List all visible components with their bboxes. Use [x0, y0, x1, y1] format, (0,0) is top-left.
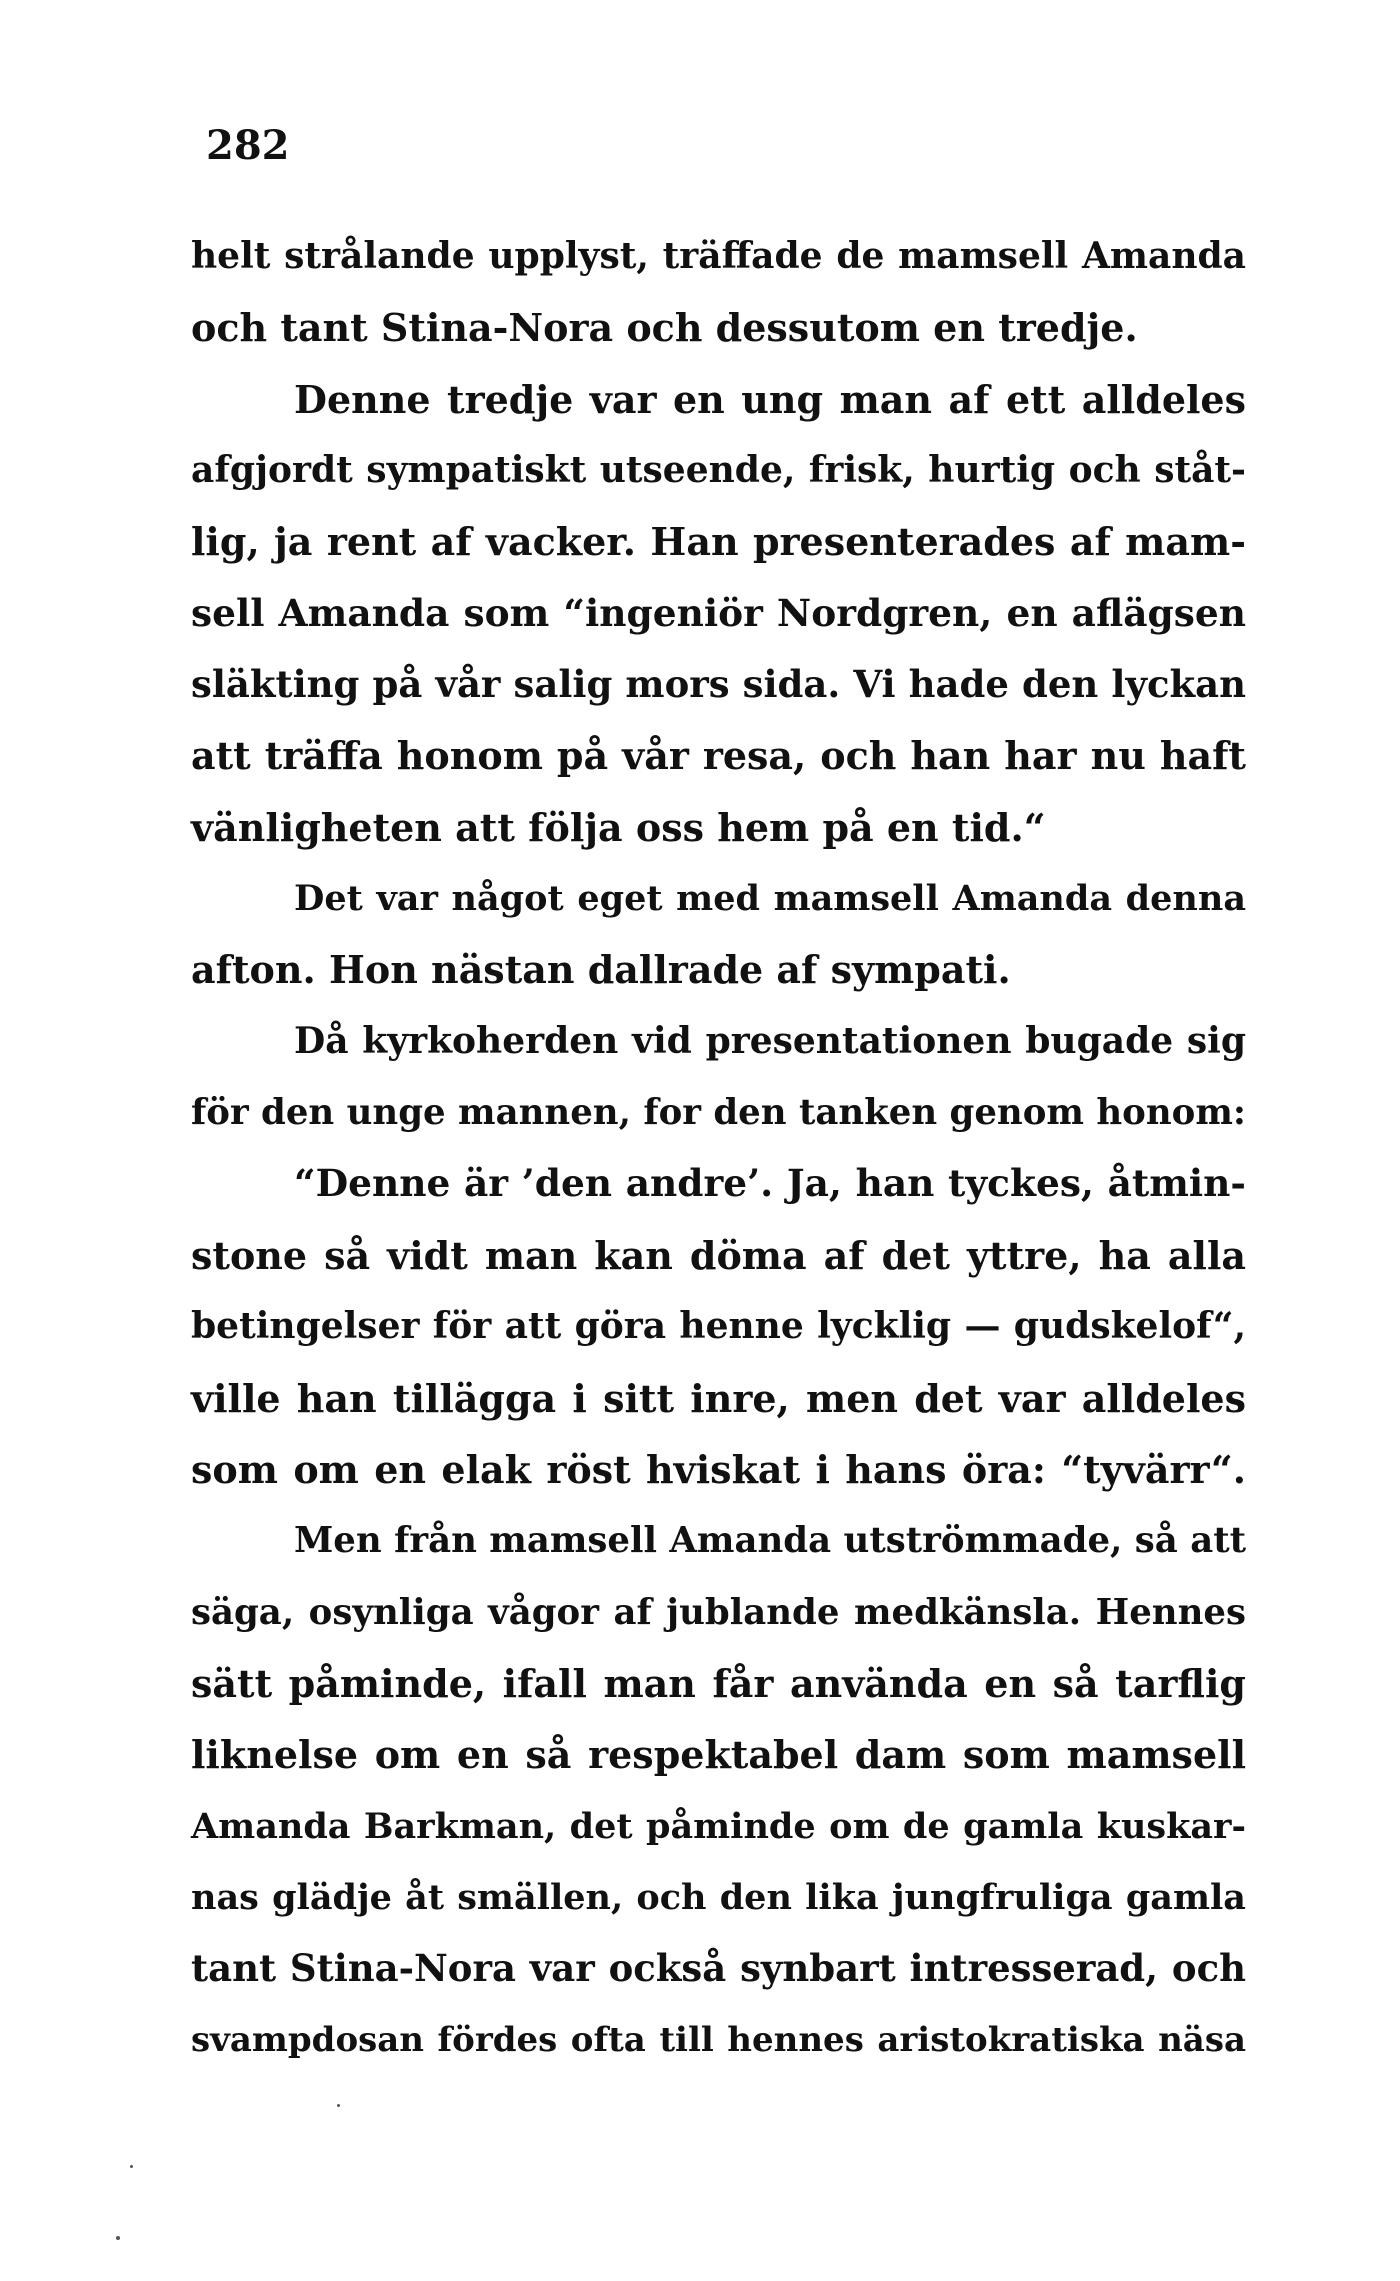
text-line: säga, osynliga vågor af jublande medkänsla. Hennes: [191, 1591, 1246, 1633]
page-number: 282: [206, 122, 290, 169]
text-line: sell Amanda som “ingeniör Nordgren, en aflägsen: [191, 590, 1246, 635]
text-line: Då kyrkoherden vid presentationen bugade sig: [294, 1019, 1246, 1062]
text-line: ville han tillägga i sitt inre, men det var alldeles: [191, 1375, 1246, 1421]
text-line: liknelse om en så respektabel dam som mamsell: [191, 1732, 1246, 1778]
text-line: betingelser för att göra henne lycklig — gudskelof“,: [191, 1305, 1246, 1348]
text-line: Men från mamsell Amanda utströmmade, så att: [294, 1520, 1246, 1562]
text-line: helt strålande upplyst, träffade de mamsell Amanda: [191, 235, 1246, 277]
scan-speck: [130, 2165, 133, 2168]
text-line: afton. Hon nästan dallrade af sympati.: [191, 947, 1011, 993]
text-line: afgjordt sympatiskt utseende, frisk, hurtig och ståt-: [191, 449, 1246, 492]
text-line: nas glädje åt smällen, och den lika jungfruliga gamla: [191, 1876, 1246, 1918]
text-line: som om en elak röst hviskat i hans öra: “tyvärr“.: [191, 1446, 1246, 1492]
text-line: Amanda Barkman, det påminde om de gamla kuskar-: [191, 1805, 1246, 1847]
scan-speck: [337, 2104, 340, 2107]
text-line: och tant Stina-Nora och dessutom en tredje.: [191, 305, 1138, 351]
body-text: [191, 221, 1246, 2076]
text-line: sätt påminde, ifall man får använda en så tarflig: [191, 1660, 1246, 1706]
text-line: för den unge mannen, for den tanken genom honom:: [191, 1092, 1246, 1134]
text-line: lig, ja rent af vacker. Han presenterades af mam-: [191, 519, 1246, 565]
text-line: släkting på vår salig mors sida. Vi hade den lyckan: [191, 662, 1246, 707]
text-line: att träffa honom på vår resa, och han har nu haft: [191, 733, 1246, 779]
text-line: tant Stina-Nora var också synbart intresserad, och: [191, 1946, 1246, 1991]
text-line: Det var något eget med mamsell Amanda denna: [294, 878, 1246, 920]
text-line: “Denne är ’den andre’. Ja, han tyckes, åtmin-: [294, 1161, 1246, 1206]
text-line: vänligheten att följa oss hem på en tid.“: [191, 804, 1046, 850]
scan-speck: [116, 2236, 120, 2240]
text-line: stone så vidt man kan döma af det yttre, ha alla: [191, 1232, 1246, 1278]
text-line: svampdosan fördes ofta till hennes aristokratiska näsa: [191, 2019, 1246, 2060]
text-line: Denne tredje var en ung man af ett alldeles: [294, 376, 1246, 422]
